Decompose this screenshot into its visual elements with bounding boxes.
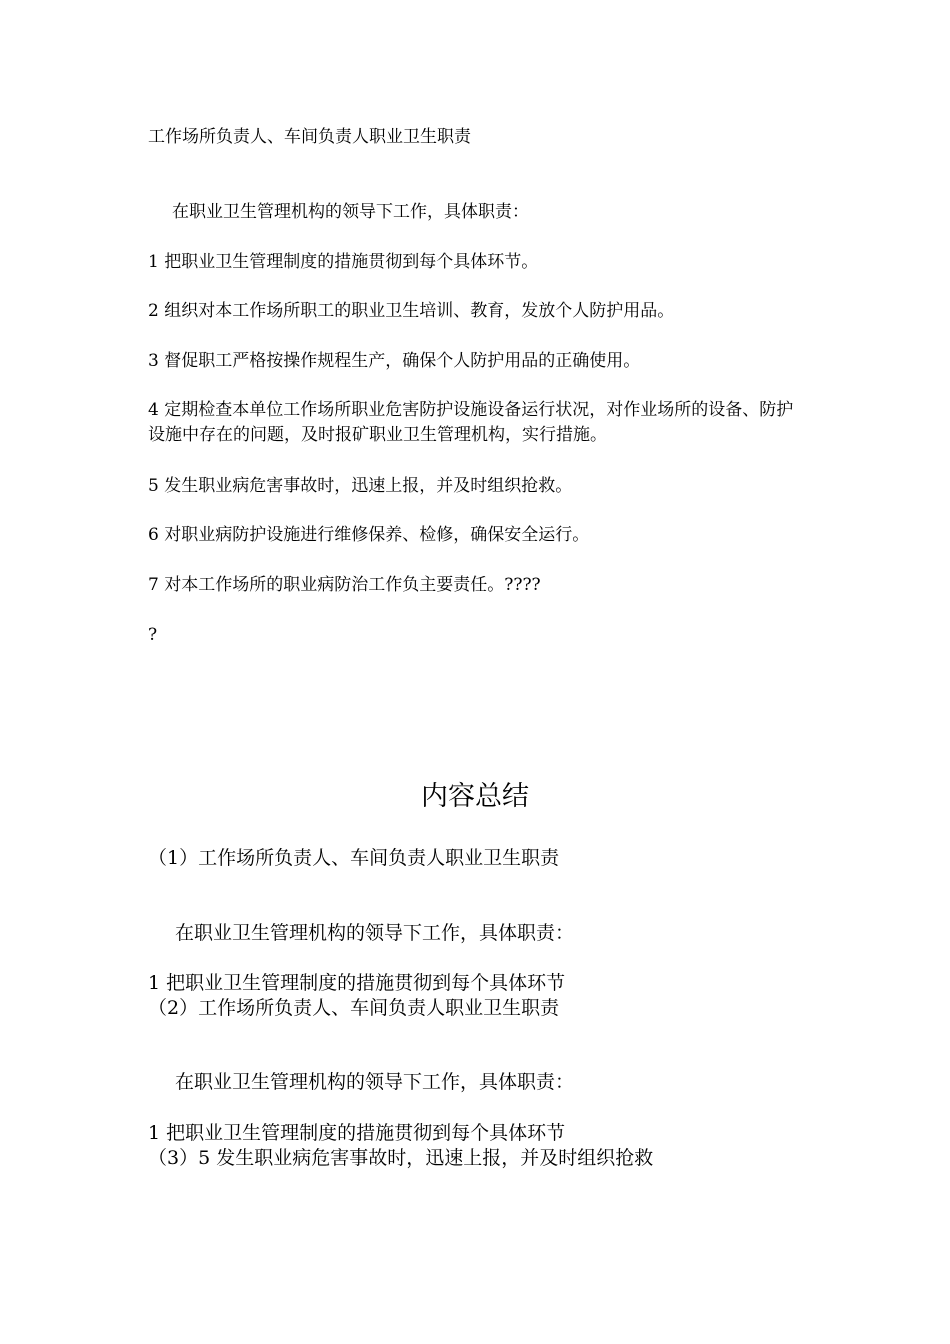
duty-item-6: 6 对职业病防护设施进行维修保养、检修，确保安全运行。	[148, 525, 590, 545]
document-title: 工作场所负责人、车间负责人职业卫生职责	[148, 127, 471, 147]
duty-item-5: 5 发生职业病危害事故时，迅速上报，并及时组织抢救。	[148, 476, 573, 496]
summary-heading: 内容总结	[421, 781, 529, 812]
duty-item-2: 2 组织对本工作场所职工的职业卫生培训、教育，发放个人防护用品。	[148, 301, 675, 321]
duty-item-3: 3 督促职工严格按操作规程生产，确保个人防护用品的正确使用。	[148, 351, 641, 371]
summary-item-3-label: （3）5 发生职业病危害事故时，迅速上报，并及时组织抢救	[148, 1147, 654, 1169]
trailing-mark: ?	[148, 625, 158, 645]
duty-item-1: 1 把职业卫生管理制度的措施贯彻到每个具体环节。	[148, 252, 539, 272]
duty-item-4: 4 定期检查本单位工作场所职业危害防护设施设备运行状况，对作业场所的设备、防护设施中存在的问题，及时报矿职业卫生管理机构，实行措施。	[148, 400, 794, 445]
summary-item-1-detail: 1 把职业卫生管理制度的措施贯彻到每个具体环节	[148, 972, 566, 994]
summary-item-1-label: （1）工作场所负责人、车间负责人职业卫生职责	[148, 847, 560, 869]
summary-item-2-label: （2）工作场所负责人、车间负责人职业卫生职责	[148, 997, 560, 1019]
summary-item-2-detail: 1 把职业卫生管理制度的措施贯彻到每个具体环节	[148, 1122, 566, 1144]
duty-item-7: 7 对本工作场所的职业病防治工作负主要责任。????	[148, 575, 541, 595]
summary-item-1-intro: 在职业卫生管理机构的领导下工作，具体职责：	[175, 922, 575, 944]
summary-item-2-intro: 在职业卫生管理机构的领导下工作，具体职责：	[175, 1071, 575, 1093]
document-intro: 在职业卫生管理机构的领导下工作，具体职责：	[172, 202, 529, 222]
